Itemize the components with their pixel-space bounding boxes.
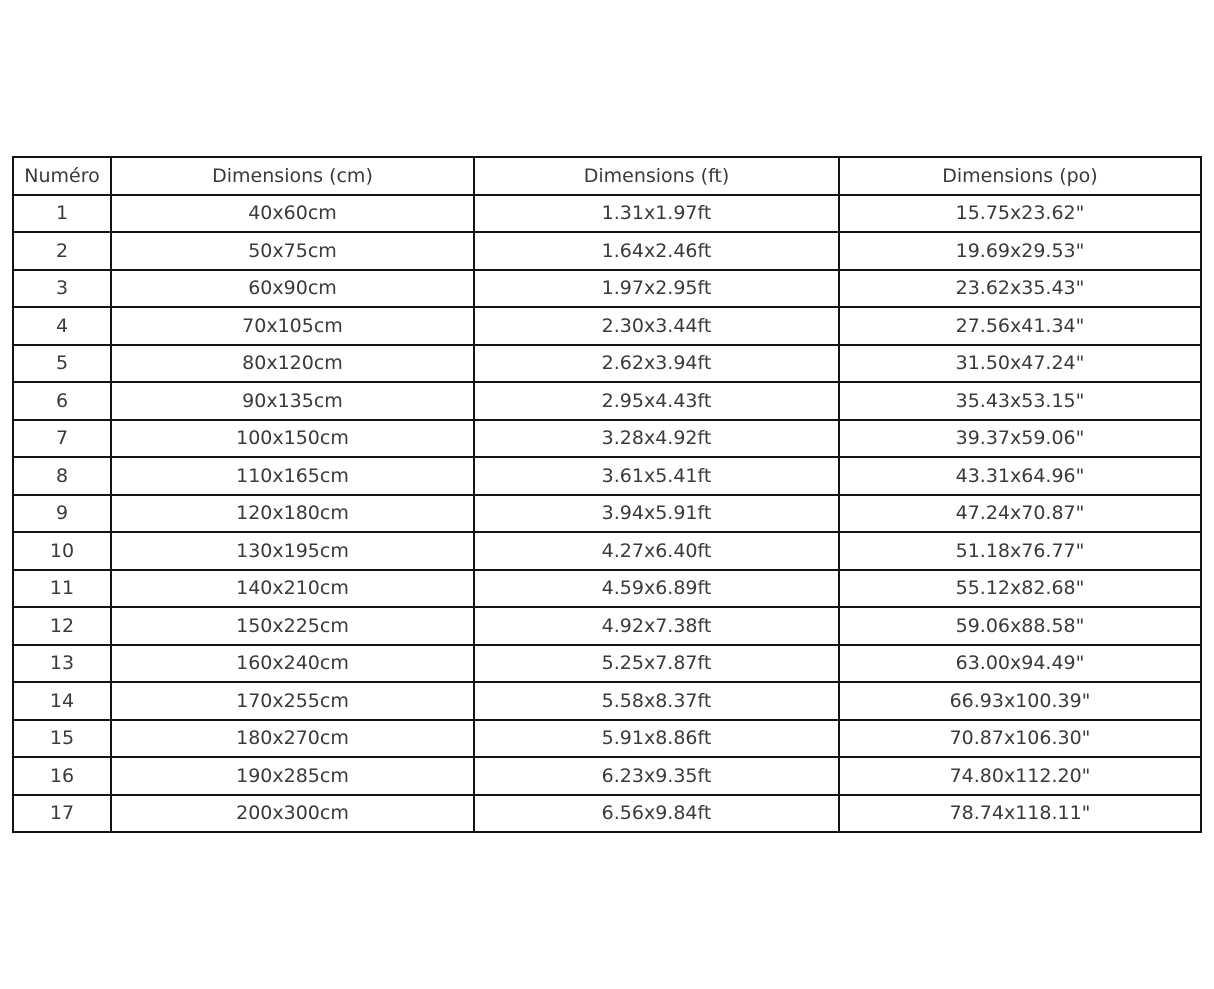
table-cell: 78.74x118.11" — [839, 795, 1201, 833]
table-cell: 170x255cm — [111, 682, 474, 720]
table-cell: 4.27x6.40ft — [474, 532, 839, 570]
table-cell: 3 — [13, 270, 111, 308]
table-row — [13, 720, 1201, 758]
column-header: Dimensions (ft) — [474, 157, 839, 195]
table-cell: 4.92x7.38ft — [474, 607, 839, 645]
table-cell: 2.62x3.94ft — [474, 345, 839, 383]
table-cell: 43.31x64.96" — [839, 457, 1201, 495]
table-cell: 5 — [13, 345, 111, 383]
table-cell: 74.80x112.20" — [839, 757, 1201, 795]
table-body — [13, 195, 1201, 833]
table-cell: 2 — [13, 232, 111, 270]
table-row — [13, 420, 1201, 458]
table-cell: 110x165cm — [111, 457, 474, 495]
table-cell: 16 — [13, 757, 111, 795]
table-cell: 1.64x2.46ft — [474, 232, 839, 270]
table-cell: 55.12x82.68" — [839, 570, 1201, 608]
table-cell: 47.24x70.87" — [839, 495, 1201, 533]
table-cell: 8 — [13, 457, 111, 495]
table-row — [13, 757, 1201, 795]
table-cell: 1 — [13, 195, 111, 233]
table-cell: 70x105cm — [111, 307, 474, 345]
table-cell: 70.87x106.30" — [839, 720, 1201, 758]
table-cell: 15.75x23.62" — [839, 195, 1201, 233]
table-cell: 120x180cm — [111, 495, 474, 533]
table-row — [13, 457, 1201, 495]
table-cell: 19.69x29.53" — [839, 232, 1201, 270]
table-cell: 100x150cm — [111, 420, 474, 458]
table-cell: 200x300cm — [111, 795, 474, 833]
table-cell: 12 — [13, 607, 111, 645]
table-cell: 7 — [13, 420, 111, 458]
table-cell: 11 — [13, 570, 111, 608]
table-cell: 15 — [13, 720, 111, 758]
table-cell: 50x75cm — [111, 232, 474, 270]
table-cell: 6.56x9.84ft — [474, 795, 839, 833]
table-cell: 2.30x3.44ft — [474, 307, 839, 345]
table-cell: 6 — [13, 382, 111, 420]
table-cell: 60x90cm — [111, 270, 474, 308]
table-cell: 6.23x9.35ft — [474, 757, 839, 795]
table-cell: 3.28x4.92ft — [474, 420, 839, 458]
column-header: Numéro — [13, 157, 111, 195]
table-cell: 59.06x88.58" — [839, 607, 1201, 645]
column-header: Dimensions (po) — [839, 157, 1201, 195]
table-cell: 3.61x5.41ft — [474, 457, 839, 495]
table-cell: 2.95x4.43ft — [474, 382, 839, 420]
table-cell: 40x60cm — [111, 195, 474, 233]
table-row — [13, 270, 1201, 308]
table-row — [13, 382, 1201, 420]
table-cell: 9 — [13, 495, 111, 533]
table-row — [13, 607, 1201, 645]
table-cell: 180x270cm — [111, 720, 474, 758]
table-row — [13, 570, 1201, 608]
table-row — [13, 532, 1201, 570]
table-cell: 160x240cm — [111, 645, 474, 683]
table-cell: 1.31x1.97ft — [474, 195, 839, 233]
table-cell: 190x285cm — [111, 757, 474, 795]
table-cell: 5.58x8.37ft — [474, 682, 839, 720]
table-cell: 23.62x35.43" — [839, 270, 1201, 308]
table-cell: 3.94x5.91ft — [474, 495, 839, 533]
table-row — [13, 195, 1201, 233]
table-cell: 66.93x100.39" — [839, 682, 1201, 720]
table-row — [13, 345, 1201, 383]
table-cell: 39.37x59.06" — [839, 420, 1201, 458]
table-cell: 13 — [13, 645, 111, 683]
table-header — [13, 157, 1201, 195]
table-cell: 1.97x2.95ft — [474, 270, 839, 308]
table-cell: 90x135cm — [111, 382, 474, 420]
table-cell: 5.25x7.87ft — [474, 645, 839, 683]
table-cell: 5.91x8.86ft — [474, 720, 839, 758]
table-cell: 27.56x41.34" — [839, 307, 1201, 345]
table-row — [13, 645, 1201, 683]
table-row — [13, 682, 1201, 720]
table-row — [13, 307, 1201, 345]
table-row — [13, 795, 1201, 833]
table-row — [13, 495, 1201, 533]
table-cell: 10 — [13, 532, 111, 570]
table-cell: 51.18x76.77" — [839, 532, 1201, 570]
table-cell: 35.43x53.15" — [839, 382, 1201, 420]
table-cell: 4.59x6.89ft — [474, 570, 839, 608]
column-header: Dimensions (cm) — [111, 157, 474, 195]
table-cell: 31.50x47.24" — [839, 345, 1201, 383]
table-row — [13, 232, 1201, 270]
table-cell: 63.00x94.49" — [839, 645, 1201, 683]
table-cell: 130x195cm — [111, 532, 474, 570]
size-conversion-table-container — [12, 156, 1202, 833]
table-cell: 80x120cm — [111, 345, 474, 383]
header-row — [13, 157, 1201, 195]
table-cell: 140x210cm — [111, 570, 474, 608]
table-cell: 14 — [13, 682, 111, 720]
table-cell: 150x225cm — [111, 607, 474, 645]
table-cell: 4 — [13, 307, 111, 345]
size-conversion-table — [12, 156, 1202, 833]
table-cell: 17 — [13, 795, 111, 833]
